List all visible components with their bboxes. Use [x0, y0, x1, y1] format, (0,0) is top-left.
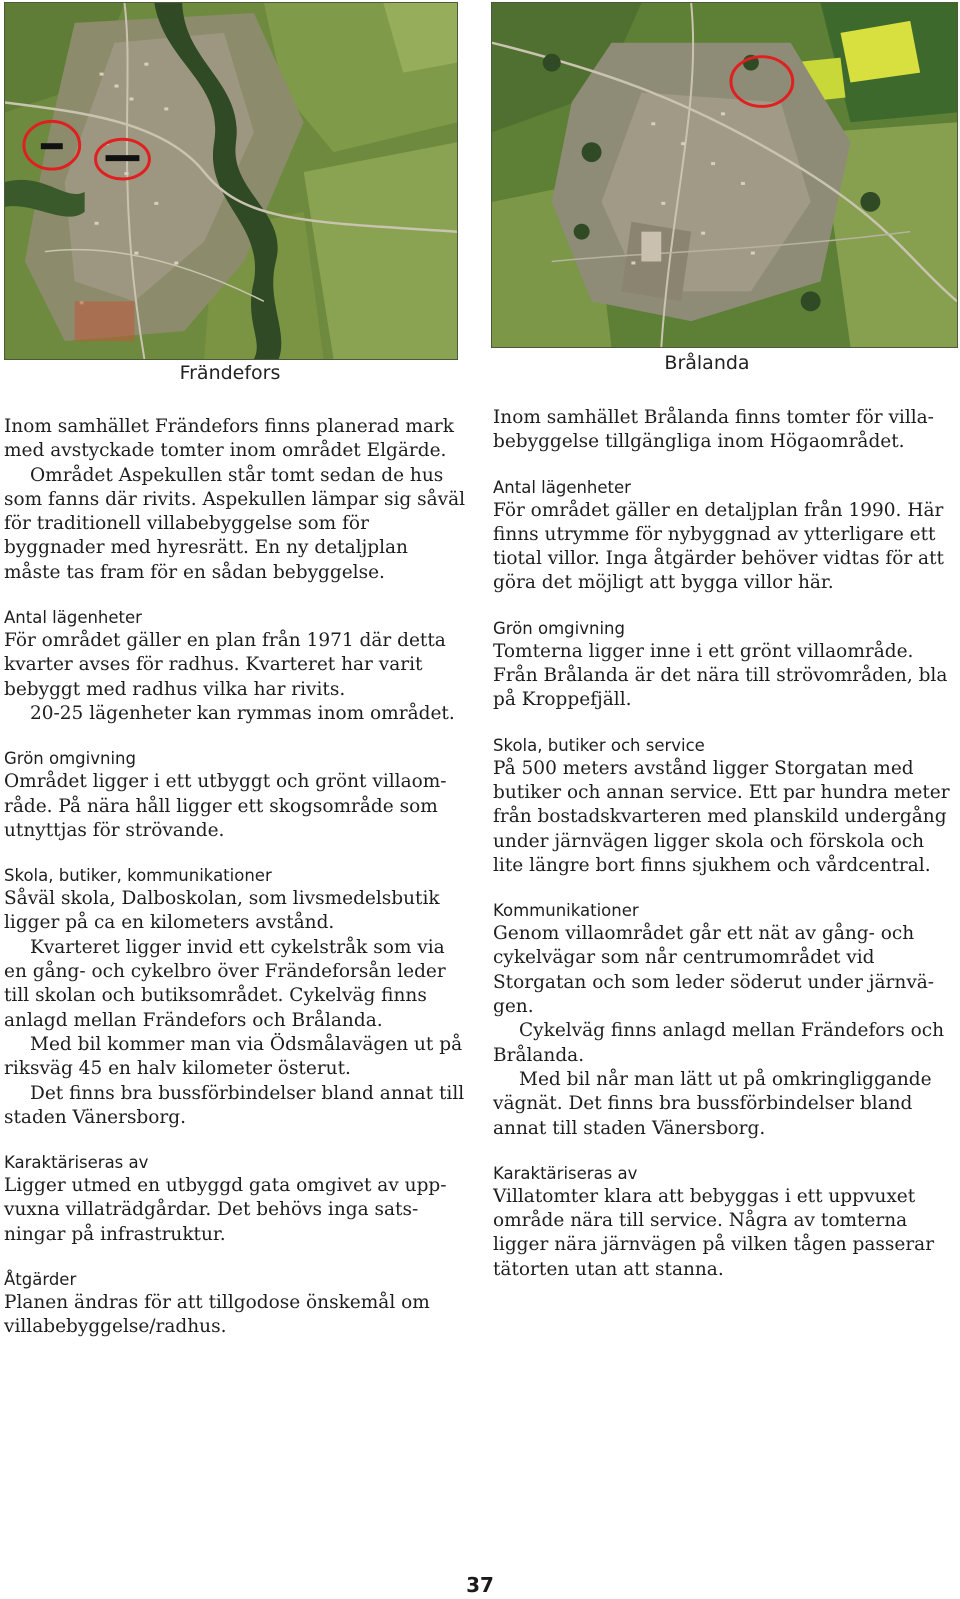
bralanda-caption: Brålanda	[664, 352, 750, 374]
section-heading: Grön omgivning	[4, 749, 136, 769]
bralanda-aerial-photo	[491, 2, 958, 348]
section-heading: Kommunikationer	[493, 901, 639, 921]
section-paragraph: Med bil når man lätt ut på omkringliggande vägnät. Det finns bra bussförbindelser bland annat till staden Vänersborg.	[493, 1068, 932, 1139]
bralanda-text	[493, 406, 955, 1282]
section-paragraph: Genom villaområdet går ett nät av gång- och cykelvägar som når centrumområdet vid Storgatan och som leder söderut under järnvä-gen.	[493, 923, 935, 1018]
section-paragraph: Planen ändras för att tillgodose önskemål om villabebyggelse/radhus.	[4, 1292, 430, 1338]
frandefors-intro: Inom samhället Frändefors finns planerad mark med avstyckade tomter inom området Elgärde.	[4, 416, 454, 462]
section-paragraph: Tomterna ligger inne i ett grönt villaområde. Från Brålanda är det nära till strövområden, bla på Kroppefjäll.	[493, 640, 948, 711]
section-heading: Grön omgivning	[493, 618, 625, 638]
section-heading: Karaktäriseras av	[4, 1153, 149, 1173]
section-paragraph: Såväl skola, Dalboskolan, som livsmedelsbutik ligger på ca en kilometers avstånd.	[4, 888, 440, 934]
bralanda-intro: Inom samhället Brålanda finns tomter för villa-bebyggelse tillgängliga inom Högaområdet.	[493, 407, 934, 453]
bralanda-map-graphic	[492, 3, 957, 347]
section-heading: Karaktäriseras av	[493, 1163, 638, 1183]
page-number: 37	[466, 1573, 494, 1597]
section-paragraph: 20-25 lägenheter kan rymmas inom området.	[30, 702, 455, 724]
section-heading: Åtgärder	[4, 1270, 77, 1290]
frandefors-map-graphic	[5, 3, 457, 359]
section-heading: Antal lägenheter	[4, 608, 142, 628]
section-paragraph: Cykelväg finns anlagd mellan Frändefors och Brålanda.	[493, 1020, 945, 1066]
frandefors-text	[4, 415, 466, 1340]
section-paragraph: Villatomter klara att bebyggas i ett uppvuxet område nära till service. Några av tomterna ligger nära järnvägen på vilken tågen passerar tätorten utan att stanna.	[493, 1185, 935, 1280]
section-paragraph: Det finns bra bussförbindelser bland annat till staden Vänersborg.	[4, 1082, 465, 1128]
section-heading: Skola, butiker, kommunikationer	[4, 866, 272, 886]
section-paragraph: För området gäller en plan från 1971 där detta kvarter avses för radhus. Kvarteret har varit bebyggt med radhus vilka har rivits.	[4, 630, 446, 700]
section-heading: Skola, butiker och service	[493, 735, 705, 755]
frandefors-intro-2: Området Aspekullen står tomt sedan de hus som fanns där rivits. Aspekullen lämpar sig såväl för traditionell villabebyggelse som för byggnader med hyresrätt. En ny detaljplan måste tas fram för en sådan bebyggelse.	[4, 464, 466, 583]
section-paragraph: Kvarteret ligger invid ett cykelstråk som via en gång- och cykelbro över Frändeforsån leder till skolan och butiksområdet. Cykelväg finns anlagd mellan Frändefors och Brålanda.	[4, 936, 446, 1031]
section-heading: Antal lägenheter	[493, 477, 631, 497]
frandefors-caption: Frändefors	[179, 362, 281, 384]
section-paragraph: För området gäller en detaljplan från 1990. Här finns utrymme för nybyggnad av ytterligare ett tiotal villor. Inga åtgärder behöver vidtas för att göra det möjligt att bygga villor här.	[493, 499, 944, 594]
section-paragraph: Området ligger i ett utbyggt och grönt villaom-råde. På nära håll ligger ett skogsområde som utnyttjas för strövande.	[4, 771, 447, 841]
frandefors-aerial-photo	[4, 2, 458, 360]
section-paragraph: Med bil kommer man via Ödsmålavägen ut på riksväg 45 en halv kilometer österut.	[4, 1033, 463, 1080]
section-paragraph: Ligger utmed en utbyggd gata omgivet av upp-vuxna villaträdgårdar. Det behövs inga sats-ningar på infrastruktur.	[4, 1175, 447, 1245]
section-paragraph: På 500 meters avstånd ligger Storgatan med butiker och annan service. Ett par hundra meter från bostadskvarteren med planskild undergång under järnvägen ligger skola och förskola och lite längre bort finns sjukhem och vårdcentral.	[493, 757, 950, 876]
